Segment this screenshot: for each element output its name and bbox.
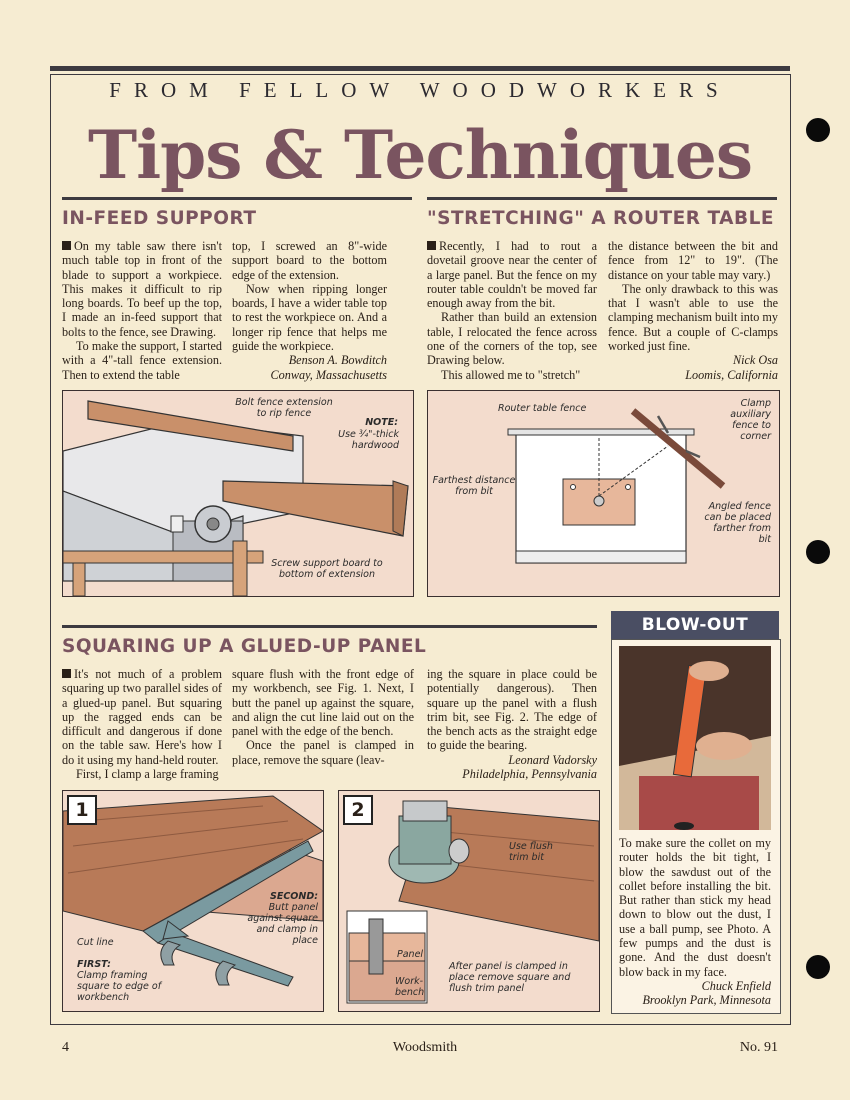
frame-right <box>790 74 791 1024</box>
infeed-col2-p1: top, I screwed an 8"-wide support board to the bottom edge of the extension. <box>232 239 387 282</box>
label-flush-trim-bit: Use flush trim bit <box>509 841 553 863</box>
figure-2 <box>338 790 600 1012</box>
label-after-panel: After panel is clamped in place remove square and flush trim panel <box>449 961 571 994</box>
bullet-square-icon <box>62 241 71 250</box>
frame-bottom <box>50 1024 791 1025</box>
blowout-author: Chuck Enfield <box>701 978 771 993</box>
router-col2-p1: the distance between the bit and fence from 12" to 19". (The distance on your table may vary.) <box>608 239 778 282</box>
squaring-col1-p1: It's not much of a problem squaring up two parallel sides of a glued-up panel. But squaring up the ragged ends can be difficult and dangerous if done on the table saw. Here's how I do it using my hand-held router. <box>62 667 222 767</box>
squaring-col2-p1: square flush with the front edge of my workbench, see Fig. 1. Next, I butt the panel up against the square, and align the cut line laid out on the panel with the edge of the bench. <box>232 667 414 739</box>
label-screw-support: Screw support board to bottom of extension <box>271 558 383 580</box>
infeed-column-1 <box>62 239 222 382</box>
squaring-rule <box>62 625 597 628</box>
label-note-title: NOTE: <box>365 417 398 428</box>
blowout-column <box>619 836 771 1008</box>
figure-2-number: 2 <box>343 795 373 825</box>
router-heading: "STRETCHING" A ROUTER TABLE <box>427 208 774 229</box>
infeed-location: Conway, Massachusetts <box>270 367 387 382</box>
squaring-location: Philadelphia, Pennsylvania <box>462 767 597 782</box>
binder-hole-top <box>806 118 830 142</box>
router-col1-p3: This allowed me to "stretch" <box>441 367 581 382</box>
label-clamp-fence: Clamp auxiliary fence to corner <box>730 398 771 442</box>
page-number: 4 <box>62 1040 69 1055</box>
label-bolt-fence: Bolt fence extension to rip fence <box>235 397 333 419</box>
label-cut-line: Cut line <box>77 937 114 948</box>
router-col2-p2: The only drawback to this was that I wasn't able to use the clamping mechanism built into my fence. But a couple of C-clamps worked just fine. <box>608 281 778 354</box>
top-rule <box>50 66 790 71</box>
squaring-col1-p2: First, I clamp a large framing <box>76 767 219 782</box>
infeed-column-2 <box>232 239 387 382</box>
top-rule-thin <box>50 74 790 75</box>
figure-1 <box>62 790 324 1012</box>
squaring-column-2 <box>232 667 414 767</box>
router-col1-p1: Recently, I had to rout a dovetail groove near the center of a large panel. But the fence on my router table couldn't be moved far enough away from the bit. <box>427 239 597 311</box>
bullet-square-icon <box>427 241 436 250</box>
issue-number: No. 91 <box>739 1040 778 1055</box>
label-router-fence: Router table fence <box>498 403 587 414</box>
infeed-col1-p1: On my table saw there isn't much table top in front of the blade to support a workpiece. This makes it difficult to rip long boards. To beef up the top, I made an in-feed support that bolts to the fence, see Drawing. <box>62 239 222 339</box>
magazine-name: Woodsmith <box>392 1040 458 1055</box>
label-second-title: SECOND: <box>269 891 318 902</box>
infeed-drawing <box>62 390 414 597</box>
blowout-photo <box>619 646 771 830</box>
label-angled-fence: Angled fence can be placed farther from bit <box>704 501 771 545</box>
infeed-col2-p2: Now when ripping longer boards, I have a wider table top to rest the workpiece on. And a longer rip fence that helps me guide the workpiece. <box>232 281 387 354</box>
label-note: Use ¾"-thick hardwood <box>338 429 399 451</box>
squaring-col2-p2: Once the panel is clamped in place, remove the square (leav- <box>232 738 414 767</box>
router-table-drawing <box>427 390 780 597</box>
label-workbench: Work-bench <box>395 976 425 998</box>
router-column-2 <box>608 239 778 382</box>
blowout-location: Brooklyn Park, Minnesota <box>642 993 771 1008</box>
squaring-column-1 <box>62 667 222 781</box>
infeed-heading: IN-FEED SUPPORT <box>62 208 257 229</box>
squaring-author: Leonard Vadorsky <box>508 752 597 767</box>
router-col1-p2: Rather than build an extension table, I relocated the fence across one of the corners of the top, see Drawing below. <box>427 310 597 368</box>
frame-left <box>50 74 51 1024</box>
router-rule <box>427 197 777 200</box>
blowout-text: To make sure the collet on my router holds the bit tight, I blow the sawdust out of the collet before installing the bit. But rather than stick my head down to blow out the dust, I use a ball pump, see Photo. A few pumps and the dust is gone. And the dust doesn't blow back in my face. <box>619 836 771 979</box>
squaring-col3-p1: ing the square in place could be potentially dangerous). Then square up the panel with a flush trim bit, see Fig. 2. The edge of the bench acts as the straight edge to guide the bearing. <box>427 667 597 753</box>
binder-hole-bottom <box>806 955 830 979</box>
infeed-rule <box>62 197 412 200</box>
label-second: Butt panel against square and clamp in place <box>247 902 318 946</box>
infeed-author: Benson A. Bowditch <box>288 353 387 368</box>
figure-1-number: 1 <box>67 795 97 825</box>
router-column-1 <box>427 239 597 382</box>
blowout-heading: BLOW-OUT <box>611 611 779 639</box>
infeed-col1-p2: To make the support, I started with a 4"-tall fence extension. Then to extend the table <box>62 339 222 382</box>
page-title: Tips & Techniques <box>87 116 753 194</box>
bullet-square-icon <box>62 669 71 678</box>
router-location: Loomis, California <box>685 367 778 382</box>
label-first: Clamp framing square to edge of workbench <box>77 970 162 1003</box>
label-farthest-distance: Farthest distance from bit <box>432 475 516 497</box>
section-kicker: FROM FELLOW WOODWORKERS <box>109 78 731 102</box>
squaring-heading: SQUARING UP A GLUED-UP PANEL <box>62 636 427 657</box>
router-author: Nick Osa <box>732 353 778 368</box>
squaring-column-3 <box>427 667 597 781</box>
binder-hole-middle <box>806 540 830 564</box>
label-panel: Panel <box>397 949 424 960</box>
ball-pump-photo <box>619 646 771 830</box>
label-first-title: FIRST: <box>77 959 111 970</box>
